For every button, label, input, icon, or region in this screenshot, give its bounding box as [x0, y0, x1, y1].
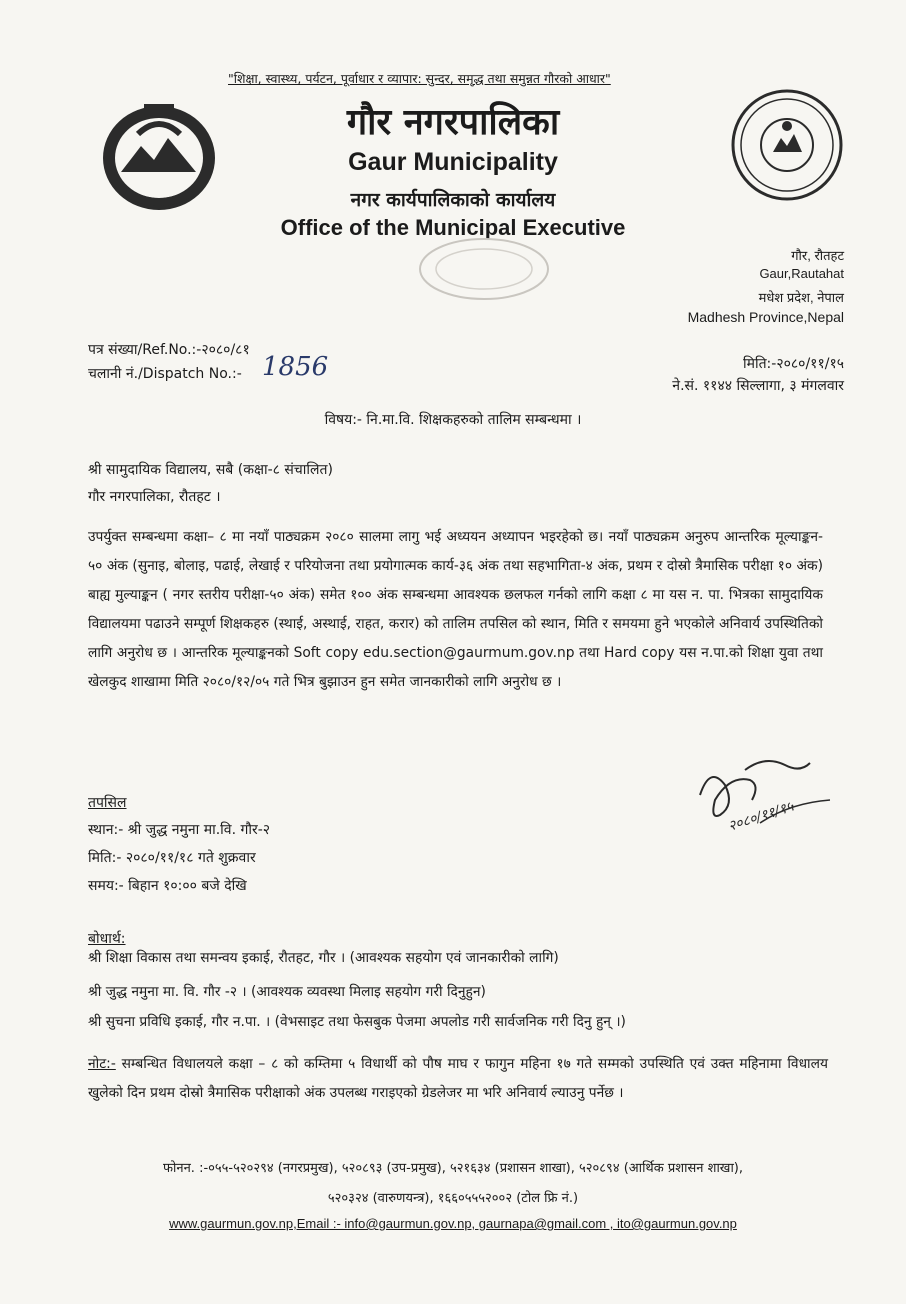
letter-date-nepal-sambat: ने.सं. ११४४ सिल्लागा, ३ मंगलवार: [672, 378, 844, 394]
address-line: मधेश प्रदेश, नेपाल: [758, 290, 844, 305]
address-line: Gaur,Rautahat: [759, 266, 844, 281]
schedule-date: मिति:- २०८०/११/१८ गते शुक्रवार: [88, 850, 256, 866]
letter-body: उपर्युक्त सम्बन्धमा कक्षा– ८ मा नयाँ पाठ्यक्रम २०८० सालमा लागु भई अध्ययन अध्यापन भइरहेको छ। नयाँ पाठ्यक्रम अनुरुप आन्तरिक मूल्याङ्कन- ५० अंक (सुनाइ, बोलाइ, पढाई, लेखाई र परियोजना तथा प्रयोगात्मक कार्य-३६ अंक तथा सहभागिता-४ अंक, प्रथम र दोस्रो त्रैमासिक परीक्षा १० अंक) बाह्य मुल्याङ्कन ( नगर स्तरीय परीक्षा-५० अंक) समेत १०० अंक सम्बन्धमा आवश्यक छलफल गर्नको लागि कक्षा ८ मा यस न. पा. भित्रका सामुदायिक विद्यालयमा पढाउने सम्पूर्ण शिक्षकहरु (स्थाई, अस्थाई, राहत, करार) को तालिम तपसिल को स्थान, मिति र समयमा हुने भएकोले अनिवार्य उपस्थितिको लागि अनुरोध छ । आन्तरिक मूल्याङ्कनको Soft copy edu.section@gaurmum.gov.np तथा Hard copy यस न.पा.को शिक्षा युवा तथा खेलकुद शाखामा मिति २०८०/१२/०५ गते भित्र बुझाउन हुन समेत जानकारीको लागि अनुरोध छ ।: [88, 529, 823, 690]
recipient-line: गौर नगरपालिका, रौतहट ।: [88, 489, 221, 505]
letter-date: मिति:-२०८०/११/१५: [742, 356, 844, 372]
dispatch-number-handwritten: 1856: [262, 352, 329, 382]
municipality-title-english: Gaur Municipality: [348, 148, 558, 176]
slogan: "शिक्षा, स्वास्थ्य, पर्यटन, पूर्वाधार र व्यापार: सुन्दर, समृद्ध तथा समुन्नत गौरको आधार": [228, 71, 611, 86]
schedule-time: समय:- बिहान १०:०० बजे देखि: [88, 878, 247, 894]
recipient-line: श्री सामुदायिक विद्यालय, सबै (कक्षा-८ संचालित): [88, 462, 333, 478]
footer-phones: ५२०३२४ (वारुणयन्त्र), १६६०५५५२००२ (टोल फ्रि नं.): [327, 1191, 579, 1206]
reference-number: पत्र संख्या/Ref.No.:-२०८०/८१: [88, 342, 250, 358]
signature: [690, 745, 840, 840]
cc-heading: बोधार्थ:: [88, 931, 126, 947]
note-label: नोट:-: [88, 1056, 116, 1072]
note-text: सम्बन्धित विधालयले कक्षा – ८ को कम्तिमा ५ विधार्थी को पौष माघ र फागुन महिना १७ गते सम्मको उपस्थिति एवं उक्त महिनामा विधालय खुलेको दिन प्रथम दोस्रो त्रैमासिक परीक्षाको अंक उपलब्ध गराइएको ग्रेडलेजर मा भरि अनिवार्य ल्याउनु पर्नेछ ।: [88, 1056, 828, 1101]
signature-date-handwritten: २०८०/११/१५: [726, 798, 796, 835]
municipality-seal-icon: [728, 86, 846, 204]
cc-item: श्री सुचना प्रविधि इकाई, गौर न.पा. । (वेभसाइट तथा फेसबुक पेजमा अपलोड गरी सार्वजनिक गरी दिनु हुन् ।): [88, 1014, 626, 1030]
letter-subject: विषय:- नि.मा.वि. शिक्षकहरुको तालिम सम्बन्धमा ।: [324, 412, 582, 428]
footer-web-email[interactable]: www.gaurmun.gov.np,Email :- info@gaurmun.gov.np, gaurnapa@gmail.com , ito@gaurmun.gov.np: [169, 1216, 737, 1231]
office-title-nepali: नगर कार्यपालिकाको कार्यालय: [350, 189, 556, 211]
footer-phones: फोनन. :-०५५-५२०२९४ (नगरप्रमुख), ५२०८९३ (उप-प्रमुख), ५२१६३४ (प्रशासन शाखा), ५२०८९४ (आर्थिक प्रशासन शाखा),: [162, 1161, 744, 1176]
schedule-place: स्थान:- श्री जुद्ध नमुना मा.वि. गौर-२: [88, 822, 271, 838]
note-paragraph: [88, 1050, 828, 1108]
schedule-heading: तपसिल: [88, 795, 127, 811]
office-title-english: Office of the Municipal Executive: [280, 215, 626, 240]
address-line: गौर, रौतहट: [791, 248, 844, 263]
address-line: Madhesh Province,Nepal: [687, 309, 844, 325]
cc-item: श्री शिक्षा विकास तथा समन्वय इकाई, रौतहट, गौर । (आवश्यक सहयोग एवं जानकारीको लागि): [88, 950, 559, 966]
office-stamp: [414, 234, 554, 304]
cc-item: श्री जुद्ध नमुना मा. वि. गौर -२ । (आवश्यक व्यवस्था मिलाइ सहयोग गरी दिनुहुन): [88, 984, 486, 1000]
municipality-title-nepali: गौर नगरपालिका: [346, 102, 560, 143]
dispatch-label: चलानी नं./Dispatch No.:-: [88, 366, 242, 382]
